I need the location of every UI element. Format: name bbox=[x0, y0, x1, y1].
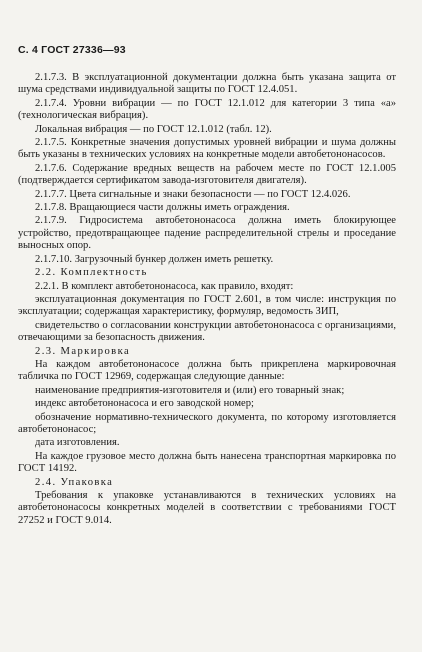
paragraph: На каждое грузовое место должна быть нанесена транспортная маркировка по ГОСТ 14192. bbox=[18, 450, 396, 475]
paragraph: Требования к упаковке устанавливаются в технических условиях на автобетононасосы конкретных моделей в соответствии с требованиями ГОСТ 27252 и ГОСТ 9.014. bbox=[18, 490, 396, 526]
paragraph: На каждом автобетононасосе должна быть прикреплена маркировочная табличка по ГОСТ 12969, содержащая следующие данные: bbox=[18, 358, 396, 383]
paragraph: 2.1.7.3. В эксплуатационной документации должна быть указана защита от шума средствами индивидуальной защиты по ГОСТ 12.4.051. bbox=[18, 72, 396, 96]
paragraph: 2.1.7.10. Загрузочный бункер должен иметь решетку. bbox=[35, 253, 274, 265]
paragraph: 2.1.7.7. Цвета сигнальные и знаки безопасности — по ГОСТ 12.4.026. bbox=[35, 188, 351, 200]
paragraph: эксплуатационная документация по ГОСТ 2.601, в том числе: инструкция по эксплуатации; содержащая характеристику, формуляр, ведомость ЗИП, bbox=[18, 293, 396, 318]
paragraph: обозначение нормативно-технического документа, по которому изготовляется автобетононасос; bbox=[18, 411, 396, 435]
paragraph: 2.1.7.4. Уровни вибрации — по ГОСТ 12.1.012 для категории 3 типа «а» (технологическая вибрация). bbox=[18, 97, 396, 122]
paragraph: дата изготовления. bbox=[35, 437, 120, 449]
paragraph: 2.1.7.5. Конкретные значения допустимых уровней вибрации и шума должны быть указаны в технических условиях на конкретные модели автобетононасосов. bbox=[18, 137, 396, 161]
document-body bbox=[18, 72, 396, 528]
paragraph: индекс автобетононасоса и его заводской номер; bbox=[35, 398, 254, 410]
section-heading: 2.3. Маркировка bbox=[35, 345, 131, 357]
paragraph: Локальная вибрация — по ГОСТ 12.1.012 (табл. 12). bbox=[35, 123, 272, 135]
paragraph: свидетельство о согласовании конструкции автобетононасоса с организациями, отвечающими за безопасность движения. bbox=[18, 319, 396, 344]
section-heading: 2.4. Упаковка bbox=[35, 476, 114, 488]
paragraph: 2.2.1. В комплект автобетононасоса, как правило, входят: bbox=[35, 280, 294, 292]
paragraph: 2.1.7.6. Содержание вредных веществ на рабочем месте по ГОСТ 12.1.005 (подтверждается сертификатом завода-изготовителя двигателя). bbox=[18, 162, 396, 187]
paragraph: наименование предприятия-изготовителя и (или) его товарный знак; bbox=[35, 384, 345, 396]
section-heading: 2.2. Комплектность bbox=[35, 267, 148, 279]
paragraph: 2.1.7.9. Гидросистема автобетононасоса должна иметь блокирующее устройство, предотвращающее падение распределительной стрелы и проседание выносных опор. bbox=[18, 215, 396, 252]
paragraph: 2.1.7.8. Вращающиеся части должны иметь ограждения. bbox=[35, 202, 290, 214]
page-header: С. 4 ГОСТ 27336—93 bbox=[18, 44, 126, 56]
